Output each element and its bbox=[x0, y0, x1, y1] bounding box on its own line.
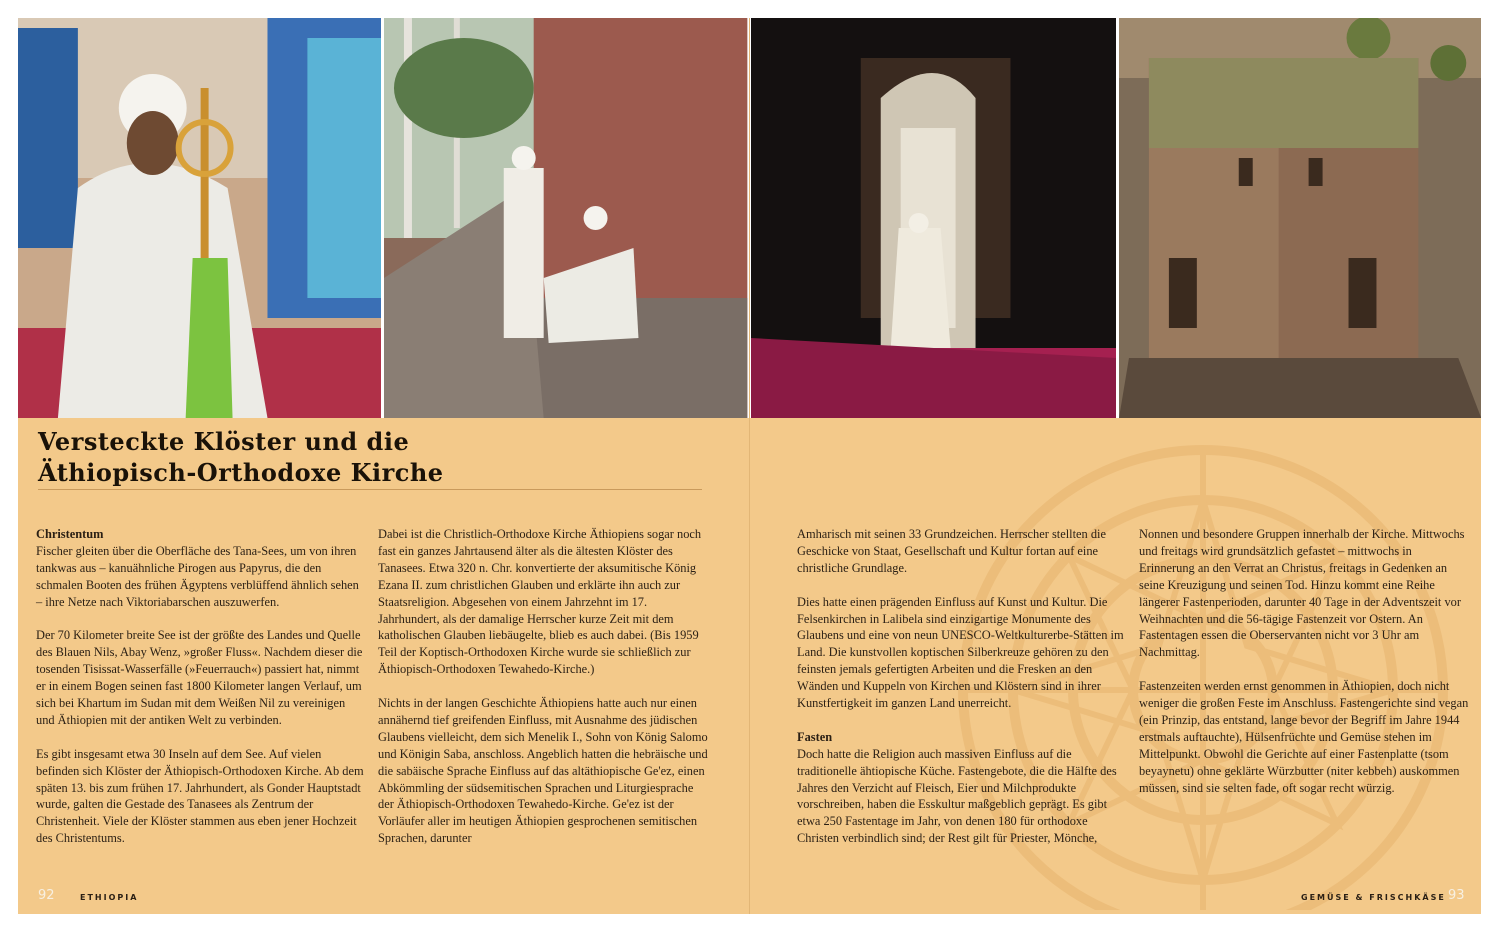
article-title bbox=[38, 426, 718, 488]
paragraph: Fischer gleiten über die Oberfläche des Tana-Sees, um von ihren tankwas aus – kanuähnliche Pirogen aus Papyrus, die den schmalen Booten des frühen Ägyptens verblüffend ähnlich sehen – ihre Netze nach Viktoriabarschen auszuwerfen. bbox=[36, 543, 359, 609]
running-header-right: GEMÜSE & FRISCHKÄSE bbox=[1301, 893, 1446, 902]
section-heading-fasten: Fasten bbox=[797, 729, 833, 744]
figure-in-doorway-photo bbox=[751, 18, 1116, 418]
paragraph: Fastenzeiten werden ernst genommen in Äthiopien, doch nicht weniger die großen Feste im Anschluss. Fastengerichte sind vegan (ein Prinzip, das entstand, lange bevor der Begriff im Jahre 1944 erstmals auftauchte), Hülsenfrüchte und Gemüse stehen im Mittelpunkt. Obwohl die Gerichte auf einer Fastenplatte (tsom beyaynetu) ohne geklärte Würzbutter (niter kebbeh) auskommen müssen, sind sie selten fade, oft sogar recht würzig. bbox=[1139, 679, 1469, 795]
title-line-1: Versteckte Klöster und die bbox=[38, 427, 410, 456]
magazine-spread bbox=[18, 18, 1481, 914]
paragraph: Nonnen und besondere Gruppen innerhalb der Kirche. Mittwochs und freitags wird grundsätzlich gefastet – mittwochs in Erinnerung an den Verrat an Christus, freitags in Gedenken an seine Kreuzigung und seinen Tod. Hinzu kommt eine Reihe längerer Fastenperioden, darunter 40 Tage in der Adventszeit vor Weihnachten und die 56-tägige Fastenzeit vor Ostern. An Fastentagen essen die Oberservanten nicht vor 3 Uhr am Nachmittag. bbox=[1139, 527, 1465, 660]
men-on-stone-steps-photo bbox=[384, 18, 747, 418]
paragraph: Es gibt insgesamt etwa 30 Inseln auf dem See. Auf vielen befinden sich Klöster der Äthiopisch-Orthodoxen Kirche. Ab dem späten 13. bis zum frühen 17. Jahrhundert, als Gonder Hauptstadt wurde, galten die Gestade des Tanasees als Zentrum der Christenheit. Viele der Klöster stammen aus eben jener Hochzeit des Christentums. bbox=[36, 746, 364, 846]
text-column-1 bbox=[36, 526, 366, 864]
text-column-4 bbox=[1139, 526, 1469, 813]
paragraph: Amharisch mit seinen 33 Grundzeichen. Herrscher stellten die Geschicke von Staat, Gesellschaft und Kultur fortan auf eine christliche Grundlage. bbox=[797, 527, 1106, 575]
paragraph: Nichts in der langen Geschichte Äthiopiens hatte auch nur einen annähernd tief greifenden Einfluss, mit Ausnahme des jüdischen Glaubens vielleicht, dem sich Menelik I., Sohn von König Salomo und Königin Saba, anschloss. Angeblich hatten die hebräische und die sabäische Sprache Einfluss auf das altäthiopische Ge'ez, einen Abkömmling der südsemitischen Sprachen und Liturgiesprache der Äthiopisch-Orthodoxen Tewahedo-Kirche. Ge'ez ist der Vorläufer aller im heutigen Äthiopien gesprochenen semitischen Sprachen, darunter bbox=[378, 696, 708, 846]
page-gutter bbox=[749, 18, 750, 914]
rock-church-photo bbox=[1119, 18, 1481, 418]
priest-with-cross-photo bbox=[18, 18, 381, 418]
paragraph: Doch hatte die Religion auch massiven Einfluss auf die traditionelle ähtiopische Küche. Fastengebote, die die Hälfte des Jahres den Verzicht auf Fleisch, Eier und Milchprodukte vorschreiben, haben die Esskultur maßgeblich geprägt. Es gibt etwa 250 Fastentage im Jahr, von denen 180 für orthodoxe Christen verbindlich sind; der Rest gilt für Priester, Mönche, bbox=[797, 746, 1117, 846]
paragraph: Dies hatte einen prägenden Einfluss auf Kunst und Kultur. Die Felsenkirchen in Lalibela sind einzigartige Monumente des Glaubens und eine von neun UNESCO-Weltkulturerbe-Stätten im Land. Die kunstvollen koptischen Silberkreuze gehören zu den feinsten jemals gefertigten Arbeiten und die Fresken an den Wänden und Kuppeln von Kirchen und Klöstern sind in ihrer Kunstfertigkeit im ganzen Land unerreicht. bbox=[797, 594, 1124, 711]
paragraph: Der 70 Kilometer breite See ist der größte des Landes und Quelle des Blauen Nils, Abay Wenz, »großer Fluss«. Nachdem dieser die tosenden Tisissat-Wasserfälle (»Feuerrauch«) passiert hat, nimmt er in einem Bogen seinen fast 1800 Kilometer langen Verlauf, um sich bei Khartum im Sudan mit dem Weißen Nil zu vereinigen und Äthiopien mit der antiken Welt zu verbinden. bbox=[36, 628, 363, 727]
page-number-left: 92 bbox=[38, 888, 55, 903]
title-divider bbox=[38, 489, 702, 490]
section-heading-christentum: Christentum bbox=[36, 527, 104, 541]
text-column-3 bbox=[797, 526, 1127, 864]
page-number-right: 93 bbox=[1448, 888, 1465, 903]
running-header-left: ETHIOPIA bbox=[80, 893, 139, 902]
text-column-2 bbox=[378, 526, 708, 864]
title-line-2: Äthiopisch-Orthodoxe Kirche bbox=[38, 458, 444, 487]
paragraph: Dabei ist die Christlich-Orthodoxe Kirche Äthiopiens sogar noch fast ein ganzes Jahrtausend älter als die ältesten Klöster des Tanasees. Etwa 320 n. Chr. konvertierte der aksumitische König Ezana II. zum christlichen Glauben und erklärte ihn auch zur Staatsreligion. Abgesehen von einem Jahrzehnt im 17. Jahrhundert, als der damalige Herrscher kurze Zeit mit dem katholischen Glauben liebäugelte, blieb es auch dabei. (Bis 1959 Teil der Koptisch-Orthodoxen Kirche wurde sie schließlich zur Äthiopisch-Orthodoxen Tewahedo-Kirche.) bbox=[378, 527, 702, 677]
